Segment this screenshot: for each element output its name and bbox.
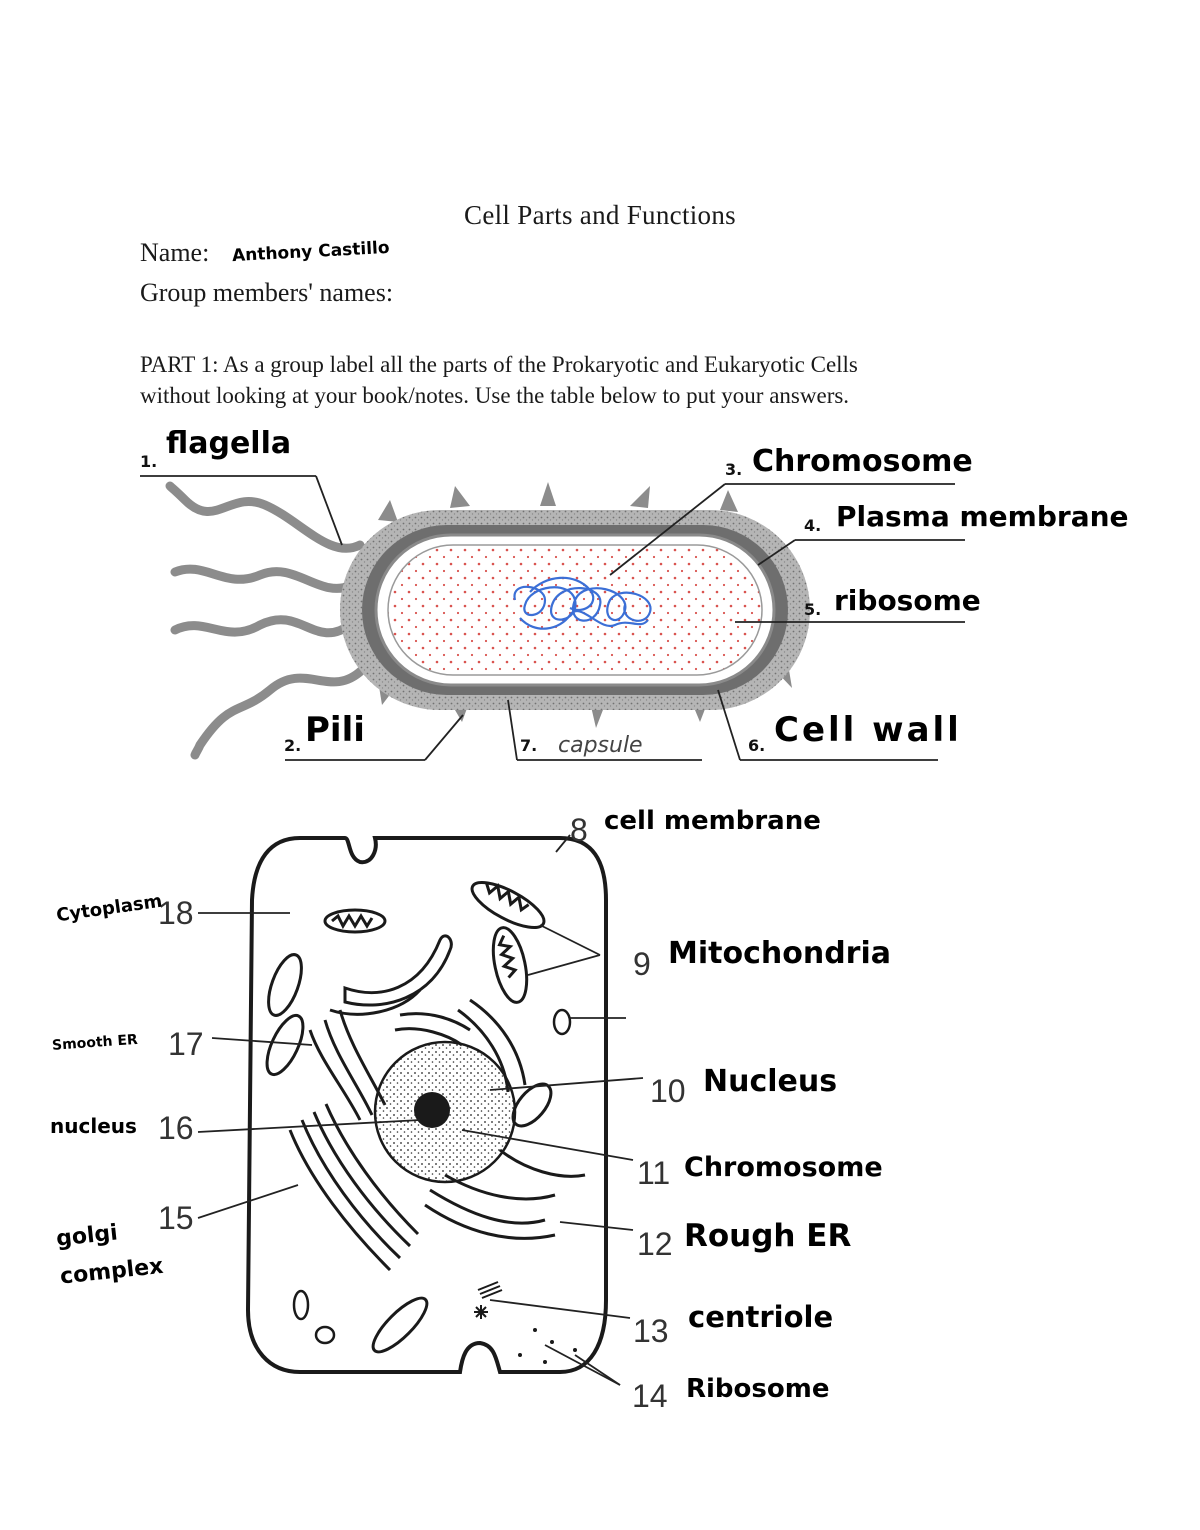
euk-label-11-number: 11 — [637, 1155, 671, 1191]
group-members-label: Group members' names: — [140, 278, 394, 307]
prok-label-4-number: 4. — [804, 516, 822, 535]
euk-answer-12: Rough ER — [684, 1218, 852, 1254]
prok-label-7-number: 7. — [520, 736, 538, 755]
prok-answer-1: flagella — [166, 426, 292, 461]
prok-label-3-number: 3. — [725, 460, 743, 479]
euk-answer-18: Cytoplasm — [55, 890, 164, 927]
euk-answer-11: Chromosome — [684, 1152, 883, 1183]
euk-answer-8: cell membrane — [604, 806, 821, 836]
prok-answer-2: Pili — [305, 710, 365, 750]
prok-label-6-number: 6. — [748, 736, 766, 755]
name-label: Name: — [140, 238, 210, 267]
euk-label-16-number: 16 — [158, 1110, 194, 1146]
prok-answer-7-capsule: capsule — [558, 733, 643, 758]
euk-answer-16: nucleus — [50, 1114, 137, 1138]
prok-label-5-number: 5. — [804, 600, 822, 619]
euk-label-10-number: 10 — [650, 1073, 686, 1109]
page-title: Cell Parts and Functions — [464, 200, 736, 230]
euk-answer-13: centriole — [688, 1300, 834, 1334]
prok-label-2-number: 2. — [284, 736, 302, 755]
euk-label-18-number: 18 — [158, 895, 194, 931]
euk-answer-9: Mitochondria — [668, 936, 891, 971]
student-name: Anthony Castillo — [231, 237, 391, 267]
euk-answer-15: golgi complex — [54, 1220, 165, 1290]
euk-answer-10: Nucleus — [703, 1064, 838, 1099]
part1-instructions-line2: without looking at your book/notes. Use the table below to put your answers. — [140, 383, 850, 408]
euk-label-14-number: 14 — [632, 1378, 668, 1414]
prok-label-1-number: 1. — [140, 452, 158, 471]
prok-answer-4: Plasma membrane — [836, 500, 1129, 533]
euk-label-17-number: 17 — [168, 1026, 204, 1062]
prok-answer-6: Cell wall — [774, 710, 962, 750]
euk-label-9-number: 9 — [633, 946, 651, 982]
euk-answer-17: Smooth ER — [51, 1031, 139, 1054]
euk-answer-14: Ribosome — [686, 1374, 830, 1404]
euk-label-15-number: 15 — [158, 1200, 194, 1236]
prok-answer-3: Chromosome — [752, 444, 973, 479]
prok-answer-5: ribosome — [834, 584, 981, 617]
euk-label-12-number: 12 — [637, 1226, 673, 1262]
part1-instructions-line1: PART 1: As a group label all the parts of the Prokaryotic and Eukaryotic Cells — [140, 352, 858, 377]
euk-label-8-number: 8 — [570, 812, 588, 848]
euk-label-13-number: 13 — [633, 1313, 669, 1349]
